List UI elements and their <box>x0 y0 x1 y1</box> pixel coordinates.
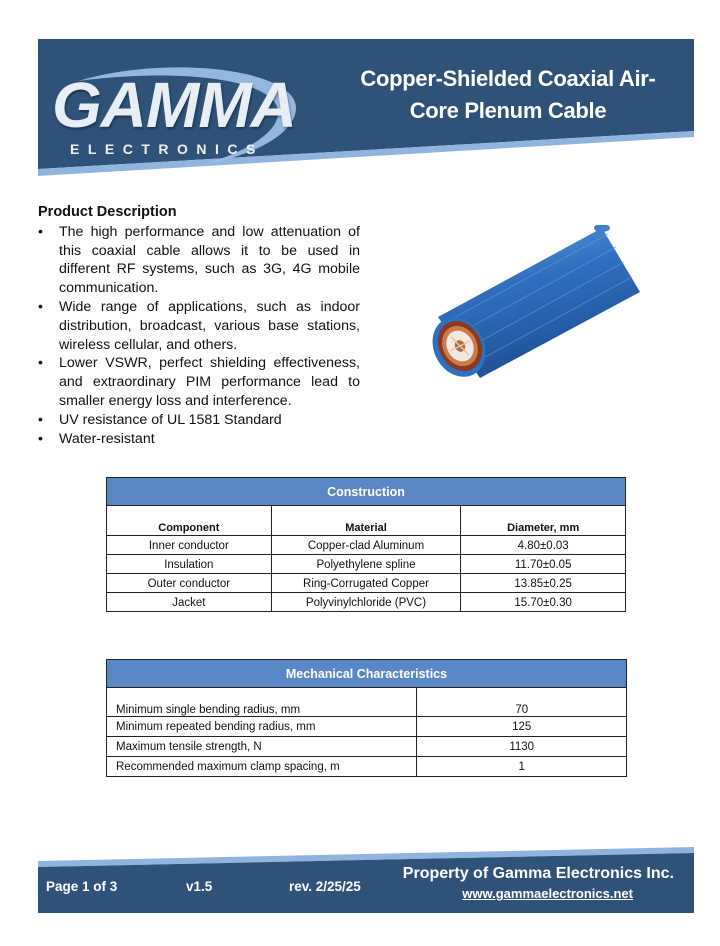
bullet-icon: • <box>38 223 43 240</box>
product-description <box>38 203 360 448</box>
component-cell: Outer conductor <box>107 574 272 593</box>
characteristic-value: 1 <box>417 757 627 777</box>
table-row <box>107 574 626 593</box>
revision-date: rev. 2/25/25 <box>289 879 361 894</box>
characteristic-label: Maximum tensile strength, N <box>107 737 417 757</box>
material-cell: Ring-Corrugated Copper <box>271 574 461 593</box>
feature-item: • The high performance and low attenuation of this coaxial cable allows it to be used in different RF systems, such as 3G, 4G mobile communication. <box>38 223 360 297</box>
bullet-icon: • <box>38 298 43 315</box>
characteristic-value: 1130 <box>417 737 627 757</box>
table-row <box>107 757 627 777</box>
construction-table <box>106 477 626 612</box>
document-title <box>338 63 678 127</box>
table-row <box>107 717 627 737</box>
diameter-cell: 4.80±0.03 <box>461 536 626 555</box>
document-title-line2: Core Plenum Cable <box>409 98 607 123</box>
page-number: Page 1 of 3 <box>46 879 118 894</box>
characteristic-label: Recommended maximum clamp spacing, m <box>107 757 417 777</box>
characteristic-value: 125 <box>417 717 627 737</box>
table-row <box>107 737 627 757</box>
material-cell: Polyethylene spline <box>271 555 461 574</box>
feature-item: • UV resistance of UL 1581 Standard <box>38 411 282 428</box>
component-cell: Insulation <box>107 555 272 574</box>
coaxial-cable-image <box>430 225 645 385</box>
table-row <box>107 555 626 574</box>
logo-wordmark: GAMMA <box>52 69 296 141</box>
table-row <box>107 688 627 717</box>
bullet-icon: • <box>38 355 43 372</box>
diameter-cell: 11.70±0.05 <box>461 555 626 574</box>
product-description-heading: Product Description <box>38 204 177 220</box>
feature-item: • Water-resistant <box>38 430 155 447</box>
table-row <box>107 536 626 555</box>
bullet-icon: • <box>38 411 43 428</box>
page-header <box>38 39 694 179</box>
construction-table-title: Construction <box>107 478 626 506</box>
characteristic-label: Minimum single bending radius, mm <box>107 688 417 717</box>
company-logo <box>48 59 298 169</box>
company-website-link[interactable]: www.gammaelectronics.net <box>462 886 633 901</box>
document-version: v1.5 <box>186 879 213 894</box>
bullet-icon: • <box>38 430 43 447</box>
material-cell: Copper-clad Aluminum <box>271 536 461 555</box>
feature-item: • Lower VSWR, perfect shielding effectiveness, and extraordinary PIM performance lead to smaller energy loss and interference. <box>38 355 360 409</box>
column-header-diameter: Diameter, mm <box>461 506 626 536</box>
column-header-material: Material <box>271 506 461 536</box>
column-header-component: Component <box>107 506 272 536</box>
page-footer <box>38 845 694 913</box>
diameter-cell: 15.70±0.30 <box>461 593 626 612</box>
feature-list <box>38 223 360 449</box>
table-row <box>107 593 626 612</box>
company-ownership: Property of Gamma Electronics Inc. <box>402 865 674 882</box>
component-cell: Jacket <box>107 593 272 612</box>
logo-subtitle: ELECTRONICS <box>70 141 264 157</box>
mechanical-table-title: Mechanical Characteristics <box>107 660 627 688</box>
material-cell: Polyvinylchloride (PVC) <box>271 593 461 612</box>
feature-item: • Wide range of applications, such as indoor distribution, broadcast, various base stations, wireless cellular, and others. <box>38 298 360 353</box>
component-cell: Inner conductor <box>107 536 272 555</box>
characteristic-value: 70 <box>417 688 627 717</box>
characteristic-label: Minimum repeated bending radius, mm <box>107 717 417 737</box>
diameter-cell: 13.85±0.25 <box>461 574 626 593</box>
document-title-line1: Copper-Shielded Coaxial Air- <box>360 66 656 91</box>
mechanical-characteristics-table <box>106 659 627 777</box>
